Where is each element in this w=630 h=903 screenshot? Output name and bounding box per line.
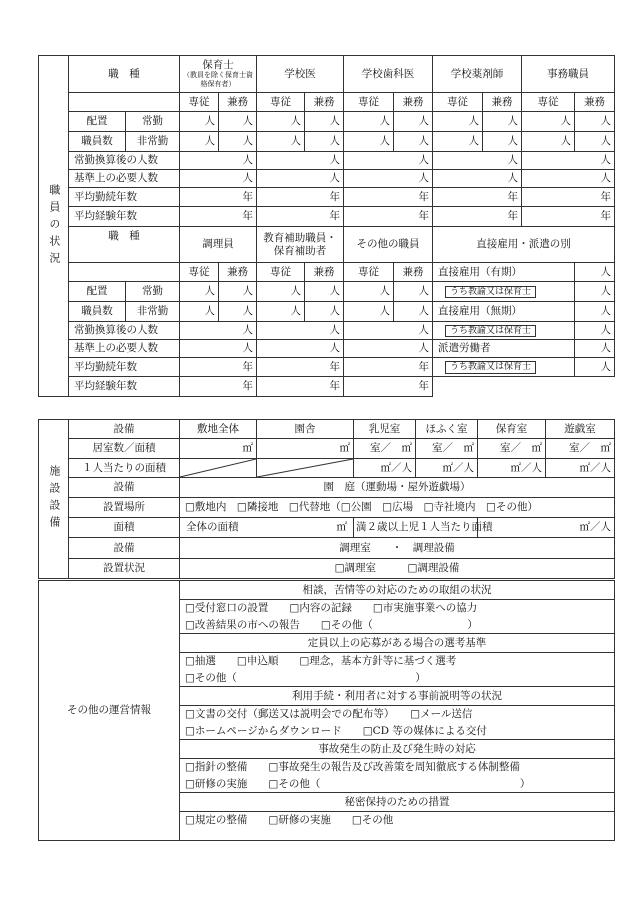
input-cell[interactable]: 年 bbox=[257, 188, 344, 207]
senko-options-2[interactable]: □その他（ ） bbox=[180, 670, 615, 687]
place-checkboxes[interactable]: □敷地内 □隣接地 □代替地（□公園 □広場 □寺社境内 □その他） bbox=[180, 498, 615, 518]
per-person-label: １人当たりの面積 bbox=[69, 459, 180, 478]
input-cell[interactable]: ㎡／人 bbox=[416, 459, 478, 478]
full-time-header: 専従 bbox=[180, 263, 219, 282]
full-time-header: 専従 bbox=[257, 93, 305, 112]
input-cell[interactable]: 人 bbox=[180, 302, 219, 322]
input-cell[interactable]: 人 bbox=[522, 170, 615, 188]
input-cell[interactable]: 人 bbox=[483, 112, 522, 132]
full-time-header: 専従 bbox=[257, 263, 305, 282]
full-time-header: 専従 bbox=[433, 93, 483, 112]
place-label: 設置場所 bbox=[69, 498, 180, 518]
direct-fixed-label: 直接雇用（有期） bbox=[433, 263, 575, 282]
himitsu-title: 秘密保持のための措置 bbox=[180, 793, 615, 812]
col-school-doctor: 学校医 bbox=[257, 56, 344, 93]
col-office-staff: 事務職員 bbox=[522, 56, 615, 93]
input-cell[interactable]: 人 bbox=[257, 302, 305, 322]
garden-title: 園 庭（運動場・屋外遊戯場） bbox=[180, 478, 615, 498]
input-cell[interactable]: 人 bbox=[575, 263, 615, 282]
input-cell[interactable]: 人 bbox=[257, 282, 305, 302]
input-cell[interactable]: 年 bbox=[180, 377, 257, 397]
input-cell[interactable]: 人 bbox=[522, 152, 615, 170]
input-cell[interactable]: 人 bbox=[433, 152, 522, 170]
input-cell[interactable]: 人 bbox=[180, 282, 219, 302]
input-cell[interactable]: ㎡／人 bbox=[478, 459, 546, 478]
input-cell[interactable]: 人 bbox=[394, 282, 433, 302]
part-time-header: 兼務 bbox=[305, 263, 344, 282]
input-cell[interactable]: 人 bbox=[305, 112, 344, 132]
input-cell[interactable]: 人 bbox=[180, 170, 257, 188]
staff-table bbox=[38, 55, 615, 397]
input-cell[interactable]: 年 bbox=[180, 207, 257, 227]
col-school-dentist: 学校歯科医 bbox=[344, 56, 433, 93]
haichi-label: 配置 bbox=[69, 112, 126, 132]
shokuin-label: 職員数 bbox=[69, 132, 126, 152]
input-cell[interactable]: 年 bbox=[344, 377, 433, 397]
input-cell[interactable]: 人 bbox=[344, 170, 433, 188]
part-time-header: 兼務 bbox=[219, 93, 257, 112]
input-cell[interactable]: 人 bbox=[305, 132, 344, 152]
input-cell[interactable]: 人 bbox=[257, 132, 305, 152]
full-time-header: 専従 bbox=[344, 263, 394, 282]
input-cell[interactable]: 人 bbox=[180, 322, 257, 340]
input-cell[interactable]: 人 bbox=[575, 322, 615, 340]
input-cell[interactable]: 人 bbox=[433, 112, 483, 132]
input-cell[interactable]: 人 bbox=[575, 358, 615, 377]
haichi-label: 配置 bbox=[69, 282, 126, 302]
input-cell[interactable]: 人 bbox=[344, 302, 394, 322]
input-cell[interactable]: 人 bbox=[180, 112, 219, 132]
input-cell[interactable]: 人 bbox=[522, 132, 575, 152]
input-cell[interactable]: 人 bbox=[219, 282, 257, 302]
input-cell[interactable]: 人 bbox=[344, 152, 433, 170]
input-cell[interactable]: 人 bbox=[433, 170, 522, 188]
input-cell[interactable]: 人 bbox=[305, 282, 344, 302]
input-cell[interactable]: 人 bbox=[394, 132, 433, 152]
input-cell[interactable]: ㎡／人 bbox=[546, 459, 615, 478]
per-child-label: 満２歳以上児１人当たり面積 bbox=[354, 518, 478, 538]
part-time-header: 兼務 bbox=[305, 93, 344, 112]
input-cell[interactable]: 年 bbox=[344, 207, 433, 227]
input-cell[interactable]: 年 bbox=[522, 188, 615, 207]
kijun-label: 基準上の必要人数 bbox=[69, 170, 180, 188]
input-cell[interactable]: 人 bbox=[575, 132, 615, 152]
input-cell[interactable]: 年 bbox=[257, 358, 344, 377]
input-cell[interactable]: 人 bbox=[575, 282, 615, 302]
full-time-header: 専従 bbox=[522, 93, 575, 112]
part-time-header: 兼務 bbox=[394, 263, 433, 282]
jokin-label: 常勤 bbox=[126, 112, 180, 132]
input-cell[interactable]: 室／ ㎡ bbox=[416, 439, 478, 459]
keiken-label: 平均経験年数 bbox=[69, 377, 180, 397]
kansan-label: 常勤換算後の人数 bbox=[69, 152, 180, 170]
kansan-label: 常勤換算後の人数 bbox=[69, 322, 180, 340]
senko-options-1[interactable]: □抽選 □申込順 □理念，基本方針等に基づく選考 bbox=[180, 653, 615, 670]
input-cell[interactable]: 人 bbox=[180, 340, 257, 358]
senko-title: 定員以上の応募がある場合の選考基準 bbox=[180, 634, 615, 653]
input-cell[interactable]: 室／ ㎡ bbox=[546, 439, 615, 459]
jiko-options-2[interactable]: □研修の実施 □その他（ ） bbox=[180, 776, 615, 793]
facility-table bbox=[38, 419, 615, 579]
kind-label: 職 種 bbox=[69, 56, 180, 93]
dispatch-label: 派遣労働者 bbox=[433, 340, 575, 358]
area-label: 面積 bbox=[69, 518, 180, 538]
input-cell[interactable]: 年 bbox=[433, 207, 522, 227]
col-school-pharmacist: 学校薬剤師 bbox=[433, 56, 522, 93]
input-cell[interactable]: 人 bbox=[219, 132, 257, 152]
col-play-room: 遊戯室 bbox=[546, 420, 615, 439]
total-area-cell[interactable]: 全体の面積 ㎡ bbox=[180, 518, 354, 538]
keiken-label: 平均経験年数 bbox=[69, 207, 180, 227]
kijun-label: 基準上の必要人数 bbox=[69, 340, 180, 358]
diagonal-cell bbox=[257, 459, 354, 478]
input-cell[interactable]: 人 bbox=[575, 302, 615, 322]
col-hoikushi: 保育士 （教員を除く保育士資格保有者） bbox=[180, 56, 257, 93]
teacher-sub-label: うち教諭又は保育士 bbox=[445, 286, 536, 298]
teacher-sub-label: うち教諭又は保育士 bbox=[445, 361, 536, 373]
input-cell[interactable]: 人 bbox=[257, 112, 305, 132]
input-cell[interactable]: 人 bbox=[180, 132, 219, 152]
full-time-header: 専従 bbox=[344, 93, 394, 112]
himitsu-options[interactable]: □規定の整備 □研修の実施 □その他 bbox=[180, 812, 615, 829]
direct-permanent-label: 直接雇用（無期） bbox=[433, 302, 575, 322]
part-time-header: 兼務 bbox=[483, 93, 522, 112]
input-cell[interactable]: 人 bbox=[483, 132, 522, 152]
input-cell[interactable]: 年 bbox=[257, 377, 344, 397]
part-time-header: 兼務 bbox=[575, 93, 615, 112]
part-time-header: 兼務 bbox=[219, 263, 257, 282]
riyou-options-1[interactable]: □文書の交付（郵送又は説明会での配布等） □メール送信 bbox=[180, 706, 615, 723]
input-cell[interactable]: 人 bbox=[575, 112, 615, 132]
input-cell[interactable]: 人 bbox=[257, 322, 344, 340]
riyou-title: 利用手続・利用者に対する事前説明等の状況 bbox=[180, 687, 615, 706]
jokin-label: 常勤 bbox=[126, 282, 180, 302]
riyou-options-2[interactable]: □ホームページからダウンロード □CD 等の媒体による交付 bbox=[180, 723, 615, 740]
input-cell[interactable]: 人 bbox=[575, 340, 615, 358]
full-time-header: 専従 bbox=[180, 93, 219, 112]
hijokin-label: 非常勤 bbox=[126, 302, 180, 322]
other-table bbox=[38, 580, 615, 841]
kind-label: 職 種 bbox=[69, 227, 180, 263]
facility-section-label: 施設設備 bbox=[39, 420, 69, 579]
col-assistant: 教育補助職員・保育補助者 bbox=[257, 227, 344, 263]
input-cell[interactable]: 室／ ㎡ bbox=[354, 439, 416, 459]
input-cell[interactable]: 人 bbox=[219, 112, 257, 132]
input-cell[interactable]: 人 bbox=[257, 340, 344, 358]
col-crawl-room: ほふく室 bbox=[416, 420, 478, 439]
col-infant-room: 乳児室 bbox=[354, 420, 416, 439]
input-cell[interactable]: 人 bbox=[180, 152, 257, 170]
input-cell[interactable]: 年 bbox=[522, 207, 615, 227]
col-nursery-room: 保育室 bbox=[478, 420, 546, 439]
input-cell[interactable]: 人 bbox=[522, 112, 575, 132]
diagonal-cell bbox=[180, 459, 257, 478]
setsubi-label: 設備 bbox=[69, 538, 180, 559]
setsubi-label: 設備 bbox=[69, 478, 180, 498]
soudan-options-2[interactable]: □改善結果の市への報告 □その他（ ） bbox=[180, 617, 615, 634]
input-cell[interactable]: ㎡ bbox=[257, 439, 354, 459]
soudan-options-1[interactable]: □受付窓口の設置 □内容の記録 □市実施事業への協力 bbox=[180, 600, 615, 617]
direct-dispatch-title: 直接雇用・派遣の別 bbox=[433, 227, 615, 263]
setsubi-label: 設備 bbox=[69, 420, 180, 439]
staff-section-label: 職員の状況 bbox=[39, 56, 69, 397]
kinzoku-label: 平均勤続年数 bbox=[69, 188, 180, 207]
input-cell[interactable]: 年 bbox=[257, 207, 344, 227]
input-cell[interactable]: 人 bbox=[344, 112, 394, 132]
jiko-options-1[interactable]: □指針の整備 □事故発生の報告及び改善策を周知徹底する体制整備 bbox=[180, 759, 615, 776]
input-cell[interactable]: 人 bbox=[344, 322, 433, 340]
input-cell[interactable]: ㎡／人 bbox=[478, 518, 615, 538]
input-cell[interactable]: 年 bbox=[433, 188, 522, 207]
col-building: 園舎 bbox=[257, 420, 354, 439]
input-cell[interactable]: 人 bbox=[257, 170, 344, 188]
input-cell[interactable]: 人 bbox=[394, 302, 433, 322]
jiko-title: 事故発生の防止及び発生時の対応 bbox=[180, 740, 615, 759]
input-cell[interactable]: 室／ ㎡ bbox=[478, 439, 546, 459]
soudan-title: 相談，苦情等の対応のための取組の状況 bbox=[180, 581, 615, 600]
input-cell[interactable]: 人 bbox=[394, 112, 433, 132]
input-cell[interactable]: 年 bbox=[180, 188, 257, 207]
input-cell[interactable]: 年 bbox=[180, 358, 257, 377]
input-cell[interactable]: ㎡／人 bbox=[354, 459, 416, 478]
col-cook: 調理員 bbox=[180, 227, 257, 263]
teacher-sub-label: うち教諭又は保育士 bbox=[445, 325, 536, 337]
input-cell[interactable]: 人 bbox=[344, 132, 394, 152]
shokuin-label: 職員数 bbox=[69, 302, 126, 322]
kitchen-checkboxes[interactable]: □調理室 □調理設備 bbox=[180, 559, 615, 579]
input-cell[interactable]: 人 bbox=[219, 302, 257, 322]
input-cell[interactable]: ㎡ bbox=[180, 439, 257, 459]
col-other-staff: その他の職員 bbox=[344, 227, 433, 263]
input-cell[interactable]: 人 bbox=[257, 152, 344, 170]
input-cell[interactable]: 年 bbox=[344, 188, 433, 207]
input-cell[interactable]: 年 bbox=[344, 358, 433, 377]
input-cell[interactable]: 人 bbox=[305, 302, 344, 322]
kitchen-title: 調理室 ・ 調理設備 bbox=[180, 538, 615, 559]
part-time-header: 兼務 bbox=[394, 93, 433, 112]
kinzoku-label: 平均勤続年数 bbox=[69, 358, 180, 377]
other-section-label: その他の運営情報 bbox=[39, 581, 180, 841]
status-label: 設置状況 bbox=[69, 559, 180, 579]
input-cell[interactable]: 人 bbox=[344, 282, 394, 302]
hijokin-label: 非常勤 bbox=[126, 132, 180, 152]
room-area-label: 居室数／面積 bbox=[69, 439, 180, 459]
input-cell[interactable]: 人 bbox=[344, 340, 433, 358]
col-site: 敷地全体 bbox=[180, 420, 257, 439]
input-cell[interactable]: 人 bbox=[433, 132, 483, 152]
